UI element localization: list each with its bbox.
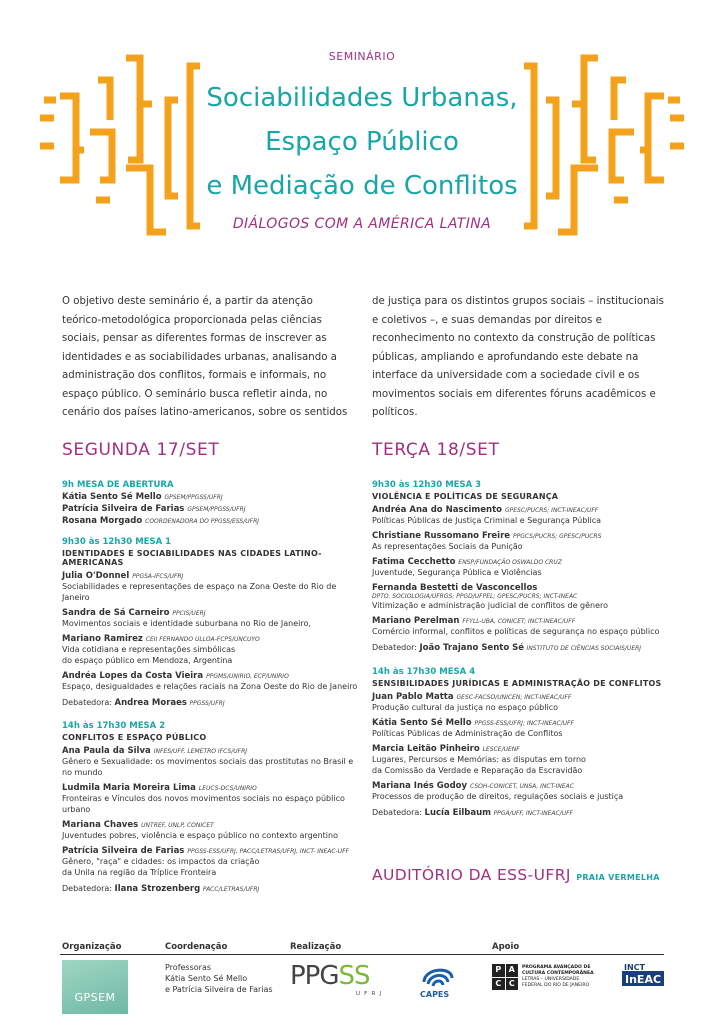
title-line: e Mediação de Conflitos <box>206 171 518 201</box>
talk <box>62 820 358 841</box>
talk-title: Políticas Públicas de Administração de Conflitos <box>372 729 563 738</box>
talk-title: da Unila na região da Tríplice Fronteira <box>62 868 217 877</box>
seminar-title <box>0 76 724 208</box>
speaker-affiliation: CSOH-CONICET, UNSA, INCT-INEAC <box>470 783 574 790</box>
debate-line: Debatedora: Lucía Eilbaum PPGA/UFF, INCT-INEAC/UFF <box>372 808 573 818</box>
session-time: 14h às 17h30 <box>372 667 437 677</box>
coordination-label: Coordenação <box>165 942 228 952</box>
speaker-name: Mariano Perelman <box>372 616 460 626</box>
talk-title: da Comissão da Verdade e Reparação da Escravidão <box>372 766 583 775</box>
monday-program <box>62 480 358 894</box>
talk <box>372 692 668 713</box>
day-heading-tuesday: TERÇA 18/SET <box>372 440 500 460</box>
session-label: MESA 3 <box>445 480 482 490</box>
speaker-name: Kátia Sento Sé Mello GPSEM/PPGSS/UFRJ <box>62 492 223 502</box>
talk <box>372 718 668 739</box>
title-line: Espaço Público <box>265 127 459 157</box>
talk <box>62 608 358 629</box>
talk <box>62 671 358 692</box>
capes-icon <box>418 960 458 990</box>
talk-title: Espaço, desigualdades e relações raciais na Zona Oeste do Rio de Janeiro <box>62 682 358 691</box>
speaker-name: Marcia Leitão Pinheiro <box>372 744 480 754</box>
talk-title: As representações Sociais da Punição <box>372 542 523 551</box>
speaker-name: Fernanda Bestetti de Vasconcellos <box>372 583 538 593</box>
talk-title: Vida cotidiana e representações simbólicas <box>62 645 236 654</box>
speaker-affiliation: PPGSS-ESS/UFRJ, PACC/LETRAS/UFRJ, INCT- INEAC-UFF <box>187 848 350 855</box>
intro-paragraph-left: O objetivo deste seminário é, a partir da atenção teórico-metodológica proporcionada pelas ciências sociais, pensar as diferentes formas de inscrever as identidades e as sociabilidades urbanas, analisando a administração dos conflitos, formais e informais, no espaço público. O seminário busca refletir ainda, no cenário dos países latino-americanos, sobre os sentidos <box>62 296 348 418</box>
session-label: MESA DE ABERTURA <box>76 480 174 490</box>
talk-title: Lugares, Percursos e Memórias: as disputas em torno <box>372 755 586 764</box>
speaker-affiliation: COORDENADORA DO PPGSS/ESS/UFRJ <box>145 518 260 525</box>
inct-ineac-logo <box>614 962 664 986</box>
talk-title: Gênero, "raça" e cidades: os impactos da criação <box>62 857 260 866</box>
talk <box>372 505 668 526</box>
speaker-name: Mariana Chaves <box>62 820 139 830</box>
session-label: MESA 1 <box>135 537 172 547</box>
talk-title: Movimentos sociais e identidade suburbana no Rio de Janeiro, <box>62 619 311 628</box>
speaker-affiliation: PPGSA-IFCS/UFRJ <box>132 573 184 580</box>
speaker-name: Patrícia Silveira de Farias <box>62 846 185 856</box>
talk <box>62 571 358 603</box>
speaker-name: Ludmila Maria Moreira Lima <box>62 783 196 793</box>
talk-title: Produção cultural da justiça no espaço público <box>372 703 558 712</box>
speaker-affiliation: GPSEM/PPGSS/UFRJ <box>164 494 223 501</box>
speaker-affiliation: LEUCS-DCS/UNIRIO <box>198 785 257 792</box>
talk-title: do espaço público em Mendoza, Argentina <box>62 656 233 665</box>
title-line: Sociabilidades Urbanas, <box>206 83 518 113</box>
gpsem-logo: GPSEM <box>62 960 128 1014</box>
debate-line: Debatedora: Ilana Strozenberg PACC/LETRAS/UFRJ <box>62 884 260 894</box>
talk <box>372 557 668 578</box>
speaker-affiliation: PPGCS/PUCRS; GPESC/PUCRS <box>513 533 602 540</box>
session-time: 9h30 às 12h30 <box>372 480 443 490</box>
debater-name: Ilana Strozenberg <box>114 884 201 894</box>
debater-name: Lucía Eilbaum <box>424 808 492 818</box>
speaker-affiliation: LESCE/UENF <box>482 746 520 753</box>
session-mesa-1 <box>62 537 358 708</box>
speaker-affiliation: PPGMS/UNIRIO, ECP/UNIRIO <box>206 673 289 680</box>
speaker-name: Fatima Cecchetto <box>372 557 456 567</box>
speaker-name: Mariano Ramirez <box>62 634 143 644</box>
talk-title: Processos de produção de direitos, regulações sociais e justiça <box>372 792 624 801</box>
talk <box>372 744 668 776</box>
support-label: Apoio <box>492 942 520 952</box>
speaker-affiliation: FFYLL-UBA, CONICET; INCT-INEAC/UFF <box>462 618 576 625</box>
session-title: SENSIBILIDADES JURÍDICAS E ADMINISTRAÇÃO DE CONFLITOS <box>372 679 662 688</box>
footer-divider <box>60 954 664 955</box>
speaker-name: Andréa Ana do Nascimento <box>372 505 503 515</box>
venue-sub: PRAIA VERMELHA <box>576 873 660 882</box>
coordination-text: Professoras Kátia Sento Sé Mello e Patrícia Silveira de Farias <box>165 963 273 994</box>
debate-line: Debatedor: João Trajano Sento Sé INSTITUTO DE CIÊNCIAS SOCIAIS/UERJ <box>372 643 642 653</box>
speaker-affiliation: ENSP/FUNDAÇÃO OSWALDO CRUZ <box>458 559 562 566</box>
session-time: 9h <box>62 480 74 490</box>
intro-paragraph-right: de justiça para os distintos grupos sociais – institucionais e coletivos –, e suas demandas por direitos e reconhecimento no contexto da construção de políticas públicas, ampliando e aprofundando este debate na interface da universidade com a sociedade civil e os movimentos sociais em diferentes fóruns acadêmicos e políticos. <box>372 296 664 418</box>
session-title: IDENTIDADES E SOCIABILIDADES NAS CIDADES LATINO-AMERICANAS <box>62 549 322 567</box>
speaker-affiliation: GPESC/PUCRS; INCT-INEAC/UFF <box>504 507 599 514</box>
speaker-affiliation: PPCIS/UERJ <box>172 610 206 617</box>
speaker-name: Kátia Sento Sé Mello <box>372 718 472 728</box>
speaker-name: Julia O'Donnel <box>62 571 130 581</box>
pacc-logo: P A C C <box>492 964 518 990</box>
talk <box>62 846 358 878</box>
talk-title: Vitimização e administração judicial de conflitos de gênero <box>372 601 609 610</box>
seminar-kicker: SEMINÁRIO <box>328 50 396 63</box>
speaker-name: Rosana Morgado COORDENADORA DO PPGSS/ESS/UFRJ <box>62 516 260 526</box>
ufrj-label: U F R J <box>356 991 383 997</box>
session-label: MESA 2 <box>129 721 166 731</box>
debater-affiliation: PPGA/UFF, INCT-INEAC/UFF <box>493 810 573 817</box>
opening-session <box>62 480 358 526</box>
talk <box>62 783 358 815</box>
talk-title: Comércio informal, conflitos e políticas de segurança no espaço público <box>372 627 660 636</box>
speaker-name: Juan Pablo Matta <box>372 692 454 702</box>
seminar-subtitle: DIÁLOGOS COM A AMÉRICA LATINA <box>232 216 492 232</box>
talk-title: Políticas Públicas de Justiça Criminal e Segurança Pública <box>372 516 602 525</box>
talk <box>372 583 668 611</box>
debater-affiliation: PACC/LETRAS/UFRJ <box>202 886 260 893</box>
debater-affiliation: PPGSS/UFRJ <box>189 700 225 707</box>
talk-title: Gênero e Sexualidade: os movimentos sociais das prostitutas no Brasil e no mundo <box>62 757 354 777</box>
talk <box>62 634 358 666</box>
session-label: MESA 4 <box>439 667 476 677</box>
session-title: VIOLÊNCIA E POLÍTICAS DE SEGURANÇA <box>372 492 559 501</box>
venue <box>372 866 660 884</box>
debater-affiliation: INSTITUTO DE CIÊNCIAS SOCIAIS/UERJ <box>526 645 642 652</box>
talk-title: Fronteiras e Vínculos dos novos movimentos sociais no espaço público urbano <box>62 794 345 814</box>
ppgss-logo: PPGSS <box>290 961 370 991</box>
speaker-name: Andréa Lopes da Costa Vieira <box>62 671 204 681</box>
session-title: CONFLITOS E ESPAÇO PÚBLICO <box>62 733 207 742</box>
inct-top-label: INCT <box>624 963 645 972</box>
session-time: 9h30 às 12h30 <box>62 537 133 547</box>
speaker-name: Mariana Inés Godoy <box>372 781 468 791</box>
talk-title: Sociabilidades e representações de espaço na Zona Oeste do Rio de Janeiro <box>62 582 337 602</box>
session-mesa-2 <box>62 721 358 894</box>
pacc-text: PROGRAMA AVANÇADO DE CULTURA CONTEMPORÂNEA LETRAS – UNIVERSIDADE FEDERAL DO RIO DE JANEIRO <box>522 965 594 988</box>
speaker-affiliation: DPTO. SOCIOLOGIA/UFRGS; PPGD/UFPEL; GPESC/PUCRS; INCT-INEAC <box>372 593 578 600</box>
speaker-affiliation: CEII FERNANDO ULLOA-FCPS/UNCUYO <box>145 636 260 643</box>
talk <box>372 616 668 637</box>
session-time: 14h às 17h30 <box>62 721 127 731</box>
speaker-name: Patrícia Silveira de Farias GPSEM/PPGSS/UFRJ <box>62 504 246 514</box>
speaker-affiliation: GPSEM/PPGSS/UFRJ <box>187 506 246 513</box>
inct-main-label: InEAC <box>625 973 662 986</box>
venue-name: AUDITÓRIO DA ESS-UFRJ <box>372 866 571 884</box>
talk <box>62 746 358 778</box>
speaker-affiliation: PPGSS-ESS/UFRJ; INCT-INEAC/UFF <box>474 720 574 727</box>
capes-logo: CAPES <box>420 990 450 999</box>
debater-name: João Trajano Sento Sé <box>419 643 524 653</box>
session-mesa-3 <box>372 480 668 653</box>
talk <box>372 531 668 552</box>
session-mesa-4 <box>372 667 668 818</box>
day-heading-monday: SEGUNDA 17/SET <box>62 440 220 460</box>
talk-title: Juventude, Segurança Pública e Violências <box>372 568 542 577</box>
debater-name: Andrea Moraes <box>114 698 187 708</box>
organization-label: Organização <box>62 942 122 952</box>
tuesday-program <box>372 480 668 818</box>
talk <box>372 781 668 802</box>
speaker-name: Ana Paula da Silva <box>62 746 151 756</box>
debate-line: Debatedora: Andrea Moraes PPGSS/UFRJ <box>62 698 225 708</box>
speaker-name: Sandra de Sá Carneiro <box>62 608 170 618</box>
talk-title: Juventudes pobres, violência e espaço público no contexto argentino <box>62 831 338 840</box>
speaker-affiliation: INFES/UFF, LEMETRO IFCS/UFRJ <box>153 748 248 755</box>
speaker-affiliation: GESC-FACSO/UNICEN; INCT-INEAC/UFF <box>456 694 572 701</box>
speaker-affiliation: UNTREF, UNLP, CONICET <box>141 822 214 829</box>
realization-label: Realização <box>290 942 342 952</box>
speaker-name: Christiane Russomano Freire <box>372 531 511 541</box>
